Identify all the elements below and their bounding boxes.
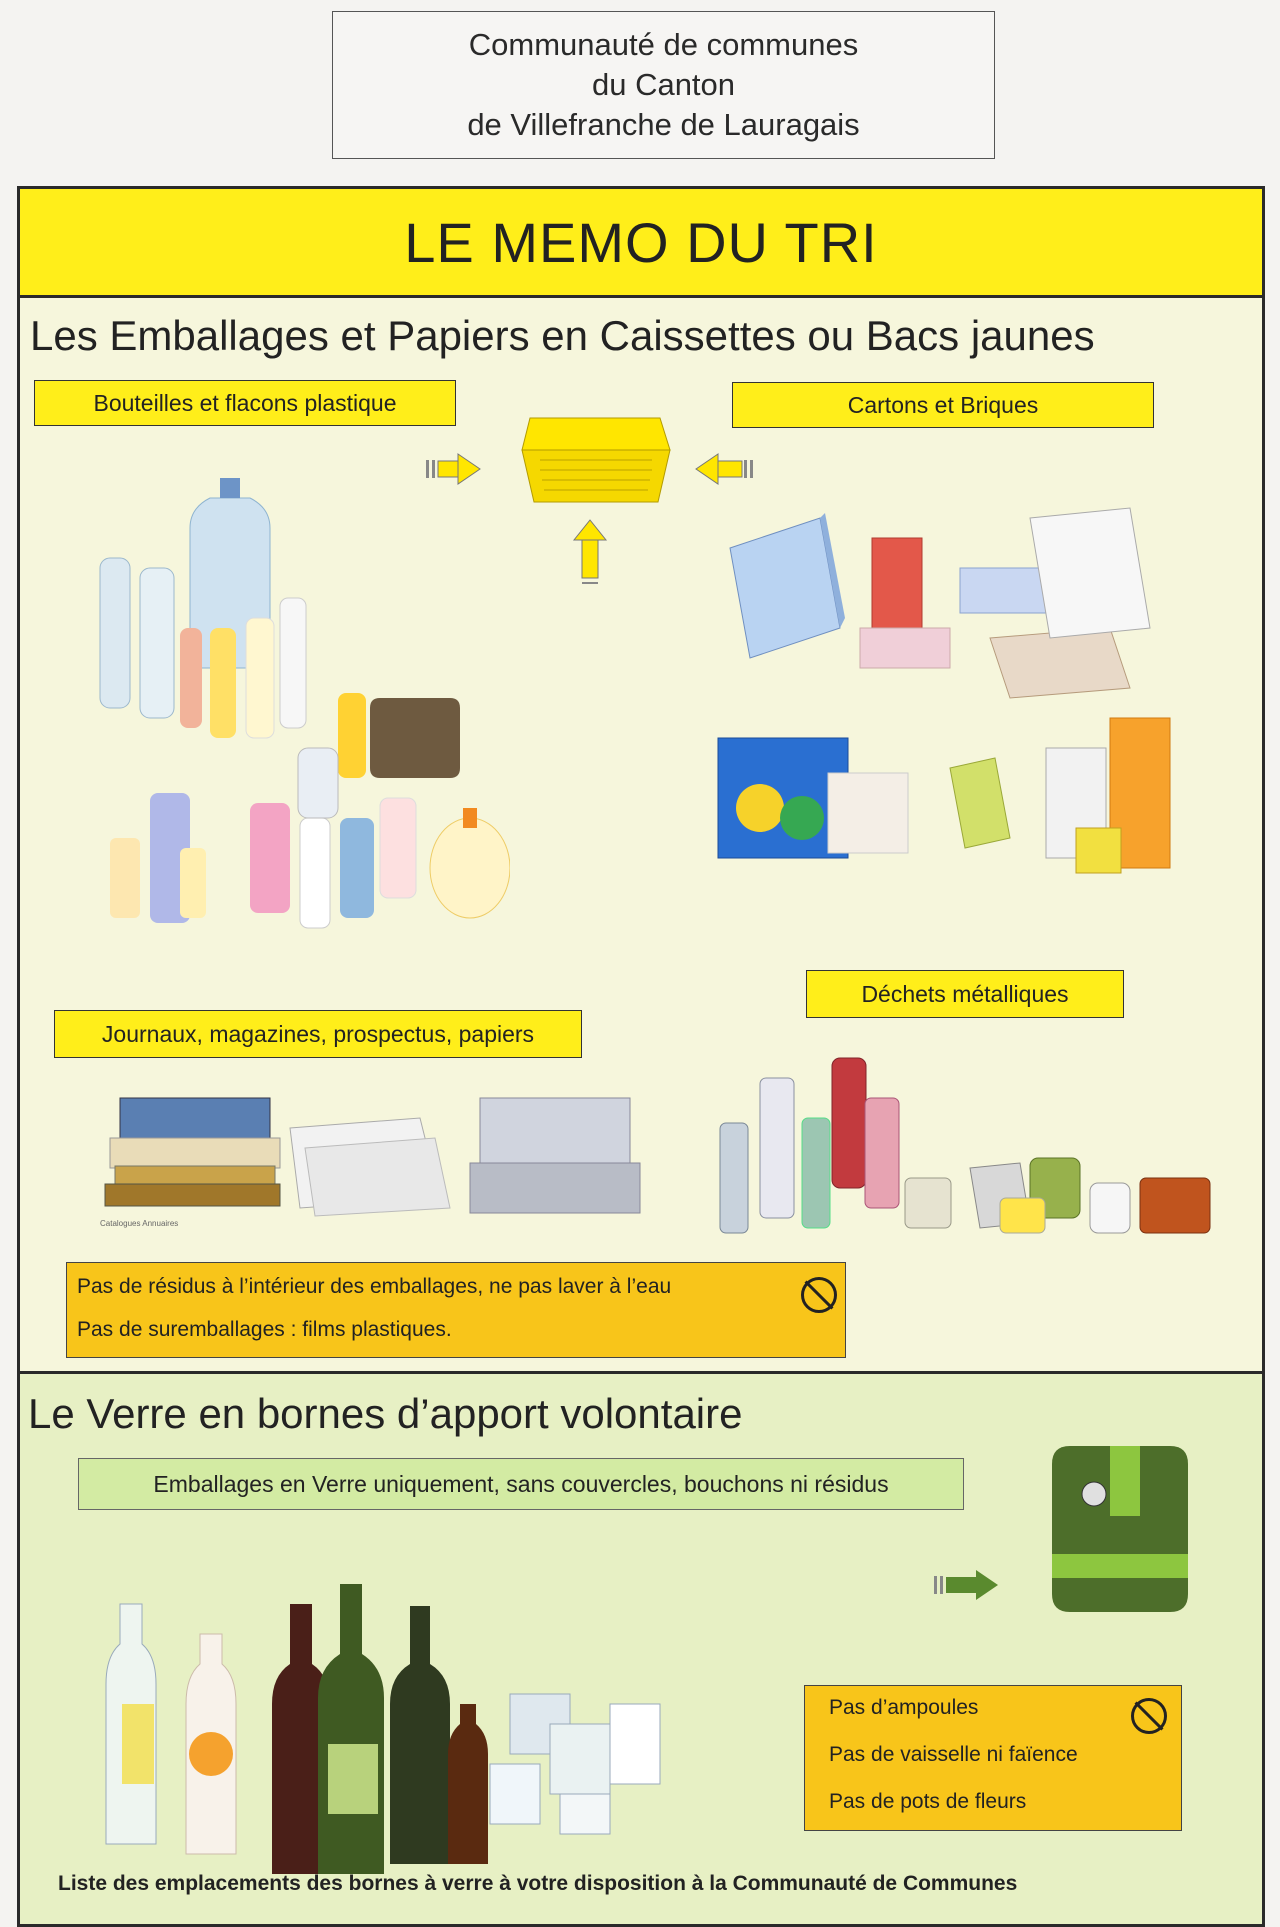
arrow-up-icon [574, 520, 606, 584]
org-line-2: du Canton [591, 67, 736, 102]
papers-illustration [90, 1078, 690, 1228]
label-cartons: Cartons et Briques [732, 382, 1154, 428]
label-metal: Déchets métalliques [806, 970, 1124, 1018]
org-line-1: Communauté de communes [468, 27, 859, 62]
no-entry-icon [801, 1277, 837, 1313]
glass-heading: Le Verre en bornes d’apport volontaire [28, 1390, 743, 1437]
plastic-bottles-illustration [70, 448, 510, 938]
packaging-section [20, 298, 1262, 1374]
no-entry-icon [1131, 1698, 1167, 1734]
glass-bin-icon [910, 1434, 1250, 1644]
packaging-warning-1: Pas de résidus à l’intérieur des emballages, ne pas laver à l’eau [77, 1275, 672, 1298]
glass-section [20, 1374, 1262, 1924]
glass-warning-3: Pas de pots de fleurs [829, 1790, 1027, 1813]
packaging-warning-box [66, 1262, 846, 1358]
glass-bottles-illustration [90, 1574, 810, 1874]
label-papers: Journaux, magazines, prospectus, papiers [54, 1010, 582, 1058]
cartons-illustration [710, 488, 1230, 918]
papers-caption: Catalogues Annuaires [100, 1219, 179, 1228]
metal-illustration [700, 1038, 1240, 1238]
page-title: LE MEMO DU TRI [404, 210, 878, 274]
title-bar [20, 189, 1262, 298]
organisation-box [332, 11, 995, 159]
glass-locations-footer: Liste des emplacements des bornes à verre à votre disposition à la Communauté de Communes [58, 1872, 1018, 1895]
glass-warning-2: Pas de vaisselle ni faïence [829, 1743, 1078, 1766]
arrow-left-icon [696, 454, 753, 484]
arrow-right-icon [934, 1570, 998, 1600]
glass-warning-box [804, 1685, 1182, 1831]
packaging-warning-2: Pas de suremballages : films plastiques. [77, 1318, 452, 1341]
label-glass: Emballages en Verre uniquement, sans couvercles, bouchons ni résidus [78, 1458, 964, 1510]
label-plastic: Bouteilles et flacons plastique [34, 380, 456, 426]
packaging-heading: Les Emballages et Papiers en Caissettes ou Bacs jaunes [30, 312, 1095, 359]
glass-warning-1: Pas d’ampoules [829, 1696, 979, 1719]
org-line-3: de Villefranche de Lauragais [467, 107, 860, 142]
